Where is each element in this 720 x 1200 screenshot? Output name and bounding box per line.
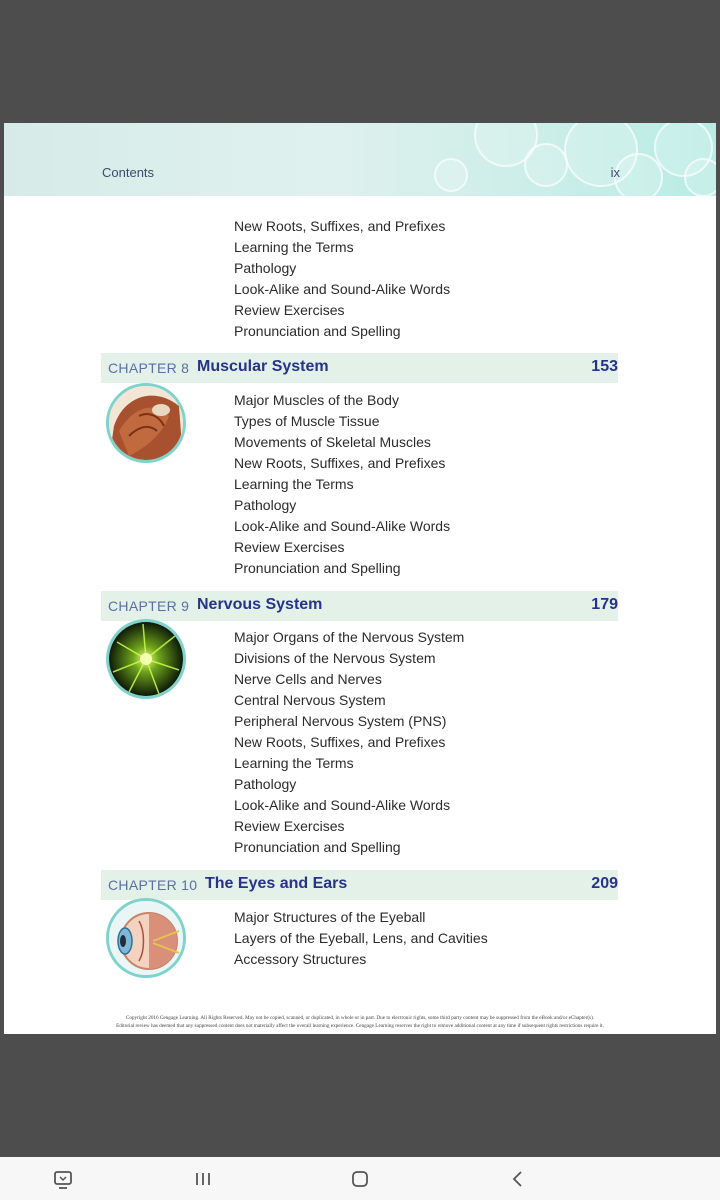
chapter-page: 153 <box>591 358 618 375</box>
muscle-illustration <box>106 383 186 463</box>
section-title: New Roots, Suffixes, and Prefixes <box>234 734 446 750</box>
section-title: Look-Alike and Sound-Alike Words <box>234 518 451 534</box>
screenshot-icon[interactable] <box>50 1167 76 1191</box>
section-title: Learning the Terms <box>234 476 354 492</box>
section-title: Review Exercises <box>234 302 345 318</box>
page-header <box>4 123 716 196</box>
chapter-heading[interactable] <box>101 591 618 621</box>
section-title: Central Nervous System <box>234 692 386 708</box>
section-title: Look-Alike and Sound-Alike Words <box>234 281 451 297</box>
section-title: Pathology <box>234 776 297 792</box>
chapter-label: CHAPTER 10 <box>108 877 198 893</box>
section-title: Peripheral Nervous System (PNS) <box>234 713 447 729</box>
section-title: Review Exercises <box>234 818 345 834</box>
page-number: ix <box>610 165 620 180</box>
section-title: New Roots, Suffixes, and Prefixes <box>234 218 446 234</box>
neuron-illustration <box>106 619 186 699</box>
chapter-heading[interactable] <box>101 353 618 383</box>
section-title: Look-Alike and Sound-Alike Words <box>234 797 451 813</box>
section-title: Pronunciation and Spelling <box>234 839 401 855</box>
section-title: Layers of the Eyeball, Lens, and Cavities <box>234 930 488 946</box>
back-icon[interactable] <box>508 1167 528 1191</box>
chapter-page: 209 <box>591 875 618 892</box>
section-title: Learning the Terms <box>234 755 354 771</box>
section-title: Pronunciation and Spelling <box>234 323 401 339</box>
running-header-title: Contents <box>102 165 155 180</box>
home-icon[interactable] <box>349 1167 371 1191</box>
section-title: Major Muscles of the Body <box>234 392 399 408</box>
chapter-title: The Eyes and Ears <box>205 875 348 892</box>
section-title: New Roots, Suffixes, and Prefixes <box>234 455 446 471</box>
copyright-line: Copyright 2016 Cengage Learning. All Rights Reserved. May not be copied, scanned, or duplicated, in whole or in part. Due to electronic rights, some third party content may be suppressed from the eBook and/or eChapter(s). <box>125 1015 595 1021</box>
chapter-page: 179 <box>591 596 618 613</box>
section-title: Major Structures of the Eyeball <box>234 909 426 925</box>
chapter-label: CHAPTER 9 <box>108 598 190 614</box>
section-title: Major Organs of the Nervous System <box>234 629 465 645</box>
section-title: Learning the Terms <box>234 239 354 255</box>
section-title: Divisions of the Nervous System <box>234 650 436 666</box>
eyeball-illustration <box>106 898 186 978</box>
toc-page <box>4 123 716 1034</box>
section-title: Types of Muscle Tissue <box>234 413 380 429</box>
chapter-title: Nervous System <box>197 596 323 613</box>
copyright-notice <box>4 1014 716 1030</box>
chapter-heading[interactable] <box>101 870 618 900</box>
section-title: Review Exercises <box>234 539 345 555</box>
section-title: Pronunciation and Spelling <box>234 560 401 576</box>
chapter-label: CHAPTER 8 <box>108 360 190 376</box>
recent-apps-icon[interactable] <box>192 1167 214 1191</box>
section-title: Pathology <box>234 260 297 276</box>
copyright-line: Editorial review has deemed that any suppressed content does not materially affect the overall learning experience. Cengage Learning reserves the right to remove additional content at any time if subsequent rights restrictions require it. <box>116 1023 604 1029</box>
section-title: Pathology <box>234 497 297 513</box>
section-title: Accessory Structures <box>234 951 367 967</box>
section-title: Nerve Cells and Nerves <box>234 671 382 687</box>
section-title: Movements of Skeletal Muscles <box>234 434 431 450</box>
system-navigation-bar <box>0 1157 720 1200</box>
chapter-title: Muscular System <box>197 358 329 375</box>
